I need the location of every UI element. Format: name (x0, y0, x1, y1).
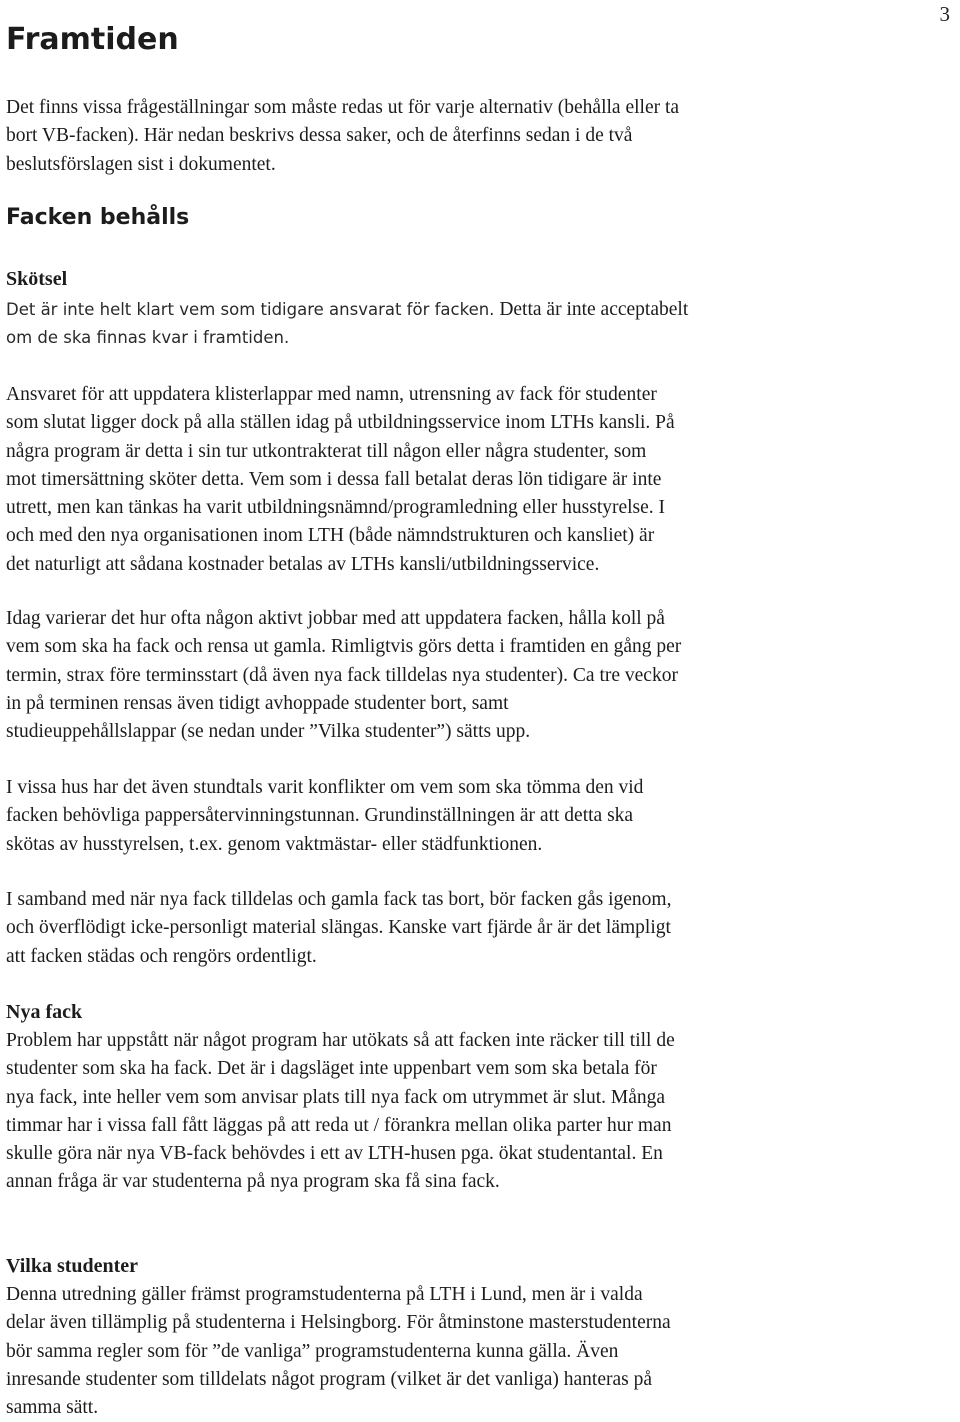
text-line: bör samma regler som för ”de vanliga” programstudenterna kunna gälla. Även (6, 1340, 619, 1362)
text-line: inresande studenter som tilldelats något program (vilket är det vanliga) hanteras på (6, 1368, 652, 1390)
text-line: in på terminen rensas även tidigt avhoppade studenter bort, samt (6, 692, 509, 714)
page-number: 3 (939, 2, 950, 26)
text-line: nya fack, inte heller vem som anvisar plats till nya fack om utrymmet är slut. Många (6, 1086, 666, 1108)
text-line: samma sätt. (6, 1397, 99, 1419)
skotsel-serif-text: Detta är inte acceptabelt (494, 299, 689, 320)
page-title: Framtiden (6, 22, 179, 57)
text-line: bort VB-facken). Här nedan beskrivs dessa saker, och de återfinns sedan i de två (6, 125, 633, 147)
subheading-vilka-studenter: Vilka studenter (6, 1255, 139, 1277)
text-line: studieuppehållslappar (se nedan under ”Vilka studenter”) sätts upp. (6, 721, 531, 743)
text-line: studenter som ska ha fack. Det är i dagsläget inte uppenbart vem som ska betala för (6, 1058, 657, 1080)
text-line: Problem har uppstått när något program har utökats så att facken inte räcker till till de (6, 1030, 675, 1051)
paragraph-nya-fack (6, 1027, 806, 1197)
paragraph-vilka-studenter (6, 1281, 806, 1422)
skotsel-line-1 (6, 296, 688, 324)
paragraph-idag (6, 605, 806, 746)
text-line: det naturligt att sådana kostnader betalas av LTHs kansli/utbildningsservice. (6, 553, 600, 575)
text-line: några program är detta i sin tur utkontrakterat till någon eller några studenter, som (6, 440, 647, 462)
subheading-skotsel: Skötsel (6, 268, 68, 290)
text-line: Det finns vissa frågeställningar som måste redas ut för varje alternativ (behålla eller ta (6, 97, 680, 118)
text-line: facken behövliga pappersåtervinningstunnan. Grundinställningen är att detta ska (6, 805, 634, 827)
text-line: I vissa hus har det även stundtals varit konflikter om vem som ska tömma den vid (6, 777, 644, 798)
text-line: beslutsförslagen sist i dokumentet. (6, 153, 276, 175)
paragraph-samband (6, 886, 806, 971)
text-line: skulle göra när nya VB-fack behövdes i ett av LTH-husen pga. ökat studentantal. En (6, 1143, 663, 1165)
text-line: och med den nya organisationen inom LTH (både nämndstrukturen och kansliet) är (6, 525, 655, 547)
text-line: vem som ska ha fack och rensa ut gamla. Rimligtvis görs detta i framtiden en gång per (6, 636, 682, 658)
text-line: annan fråga är var studenterna på nya program ska få sina fack. (6, 1171, 500, 1193)
paragraph-hus (6, 774, 806, 859)
text-line: termin, strax före terminsstart (då även nya fack tilldelas nya studenter). Ca tre veckor (6, 664, 678, 686)
text-line: Denna utredning gäller främst programstudenterna på LTH i Lund, men är i valda (6, 1284, 643, 1305)
text-line: Idag varierar det hur ofta någon aktivt jobbar med att uppdatera facken, hålla koll på (6, 608, 665, 629)
paragraph-ansvaret (6, 381, 806, 579)
text-line: delar även tillämplig på studenterna i Helsingborg. För åtminstone masterstudenterna (6, 1312, 671, 1334)
text-line: timmar har i vissa fall fått läggas på att reda ut / förankra mellan olika parter hur man (6, 1114, 672, 1136)
subheading-nya-fack: Nya fack (6, 1001, 83, 1023)
text-line: mot timersättning sköter detta. Vem som i dessa fall betalat deras lön tidigare är inte (6, 468, 662, 490)
text-line: att facken städas och rengörs ordentligt. (6, 945, 317, 967)
section-heading-facken-behalls: Facken behålls (6, 205, 190, 230)
text-line: som slutat ligger dock på alla ställen idag på utbildningsservice inom LTHs kansli. På (6, 412, 675, 434)
skotsel-line-2: om de ska finnas kvar i framtiden. (6, 328, 290, 347)
skotsel-sans-text: Det är inte helt klart vem som tidigare ansvarat för facken. (6, 300, 495, 319)
text-line: I samband med när nya fack tilldelas och gamla fack tas bort, bör facken gås igenom, (6, 889, 672, 910)
text-line: Ansvaret för att uppdatera klisterlappar med namn, utrensning av fack för studenter (6, 384, 657, 405)
text-line: utrett, men kan tänkas ha varit utbildningsnämnd/programledning eller husstyrelse. I (6, 497, 666, 519)
intro-paragraph (6, 94, 806, 179)
text-line: och överflödigt icke-personligt material slängas. Kanske vart fjärde år är det lämpligt (6, 917, 671, 939)
text-line: skötas av husstyrelsen, t.ex. genom vaktmästar- eller städfunktionen. (6, 833, 543, 855)
